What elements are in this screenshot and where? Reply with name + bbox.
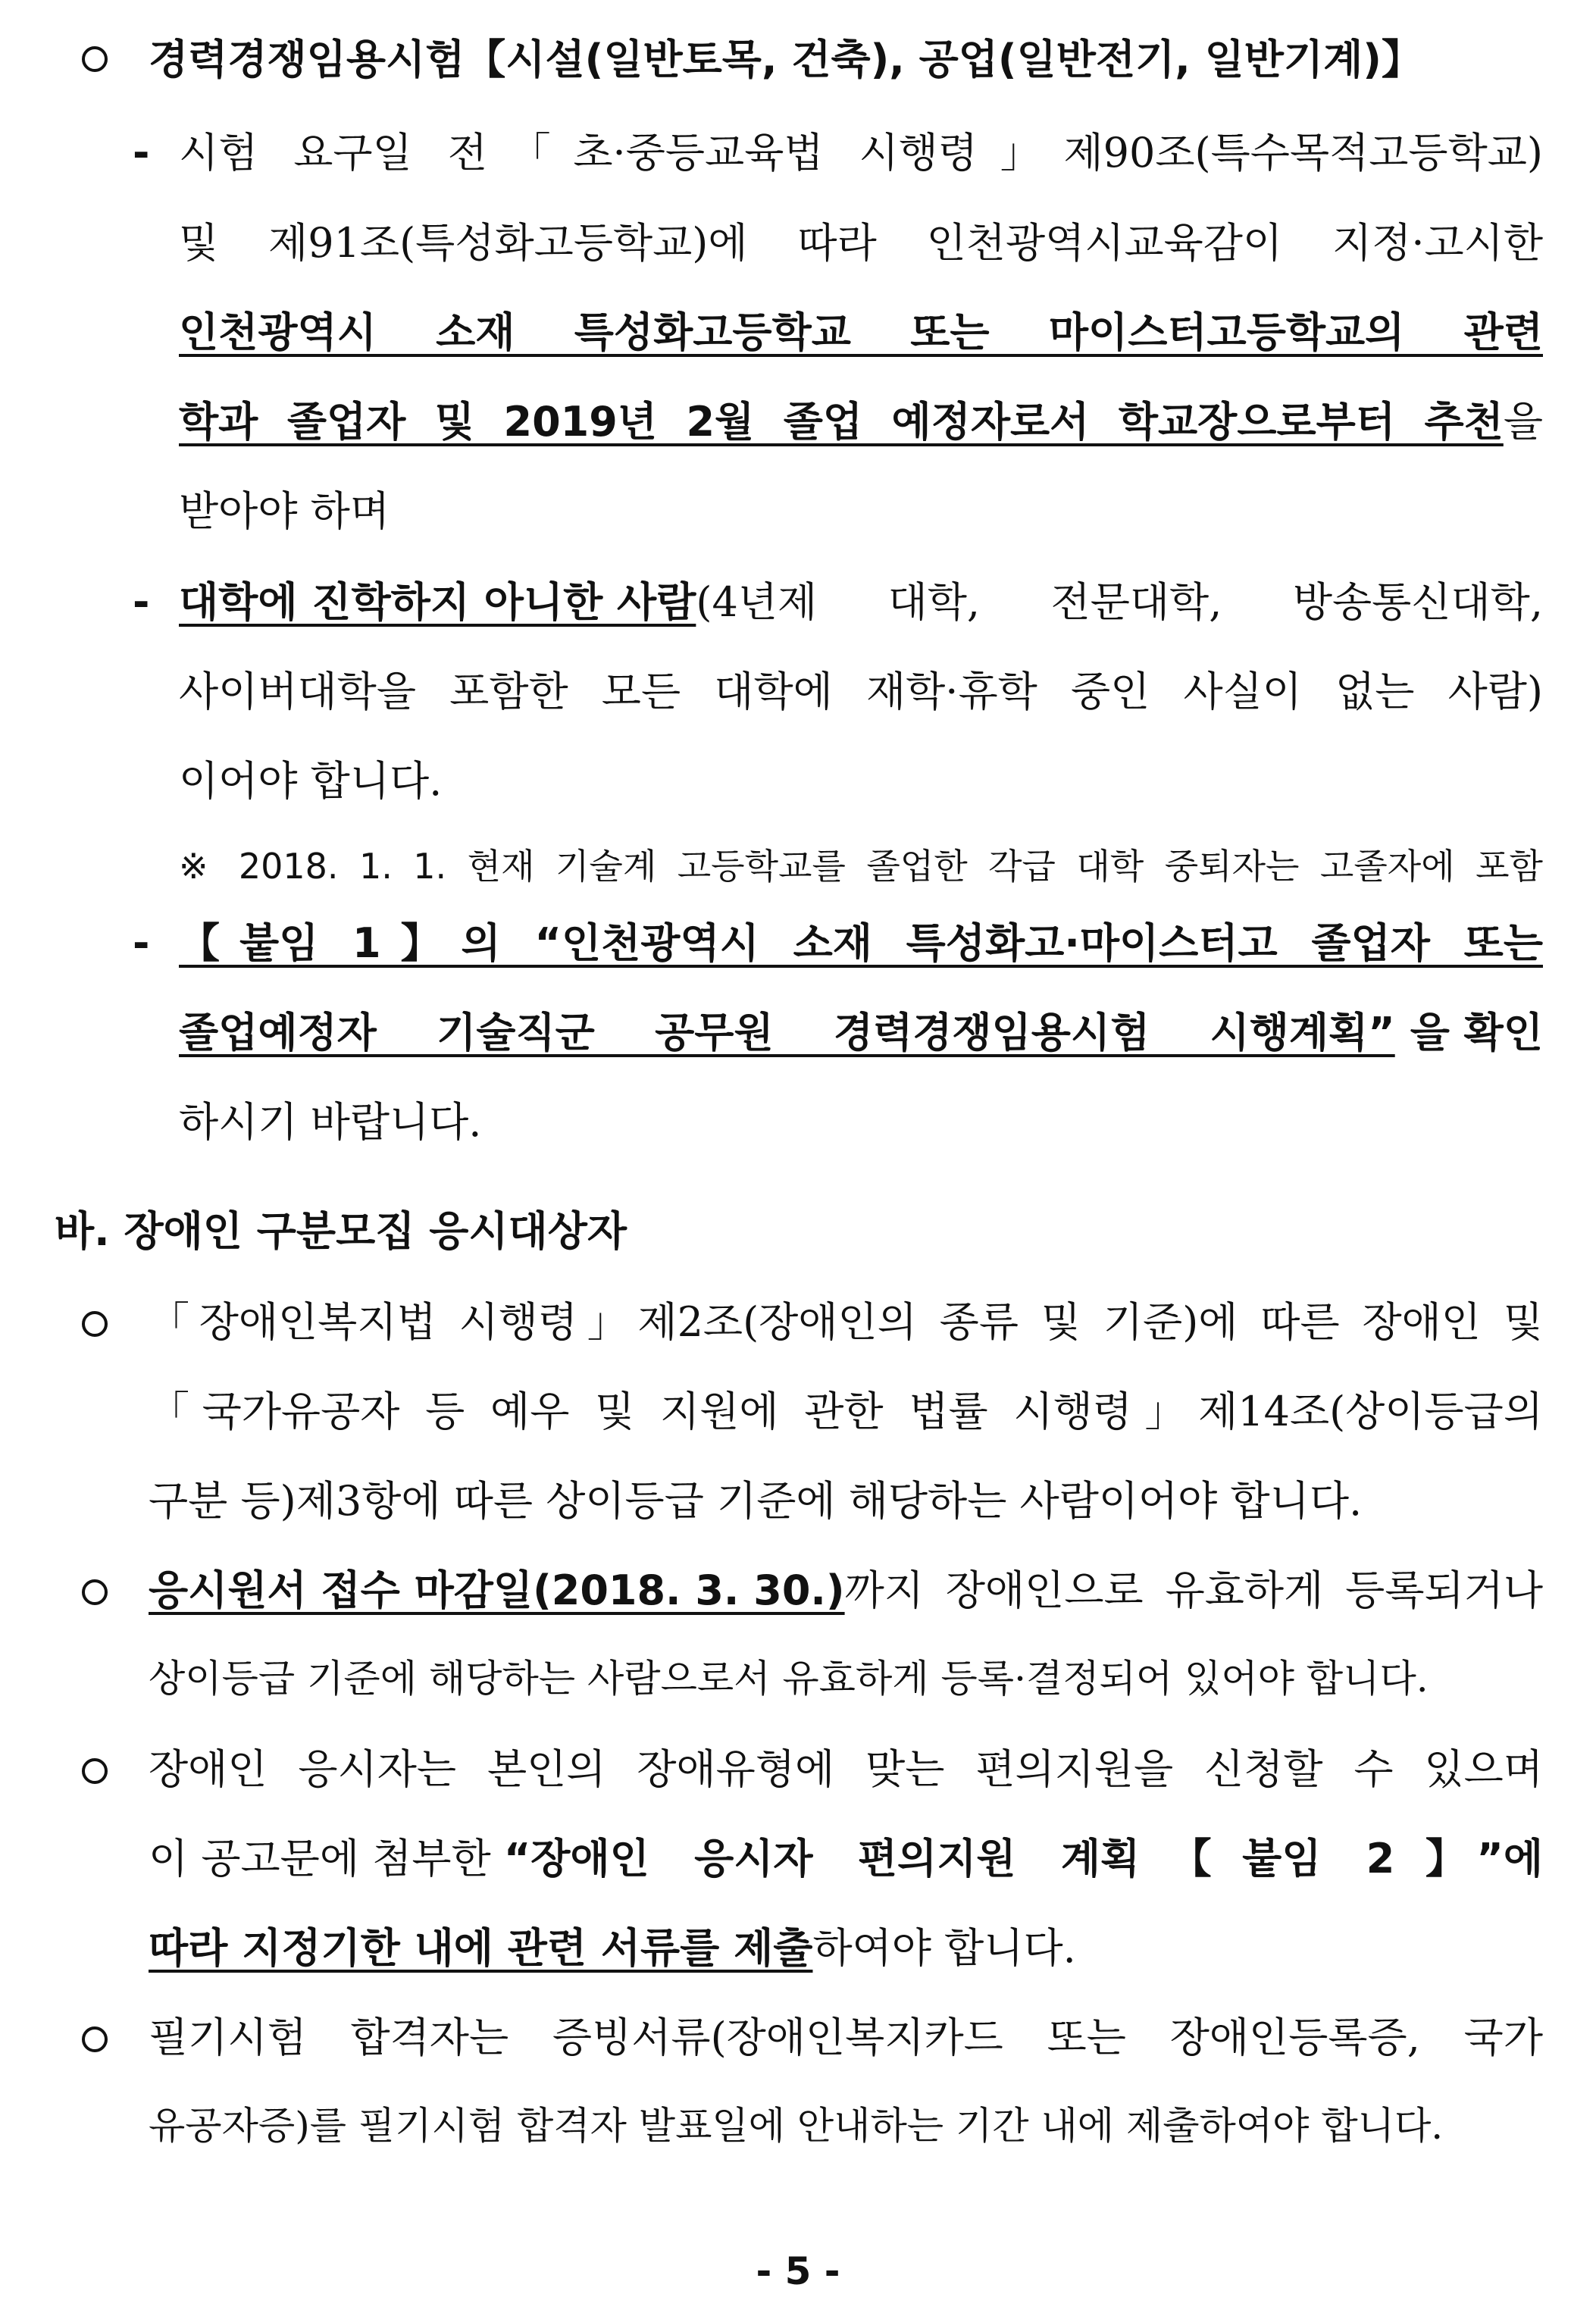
- emphasized-text: “장애인 응시자 편의지원 계획【붙임 2】”에: [503, 1835, 1543, 1882]
- dash-bullet: -: [133, 578, 150, 626]
- paragraph-line-mixed: [179, 398, 1543, 446]
- paragraph-line: 사이버대학을 포함한 모든 대학에 재학·휴학 중인 사실이 없는 사람): [179, 668, 1543, 715]
- emphasized-line: 인천광역시 소재 특성화고등학교 또는 마이스터고등학교의 관련: [179, 308, 1543, 356]
- emphasized-text: 따라 지정기한 내에 관련 서류를 제출: [149, 1924, 813, 1972]
- paragraph-line: 받아야 하며: [179, 487, 390, 535]
- circle-bullet-icon: [82, 1579, 108, 1605]
- paragraph-line: 및 제91조(특성화고등학교)에 따라 인천광역시교육감이 지정·고시한: [179, 219, 1543, 267]
- page-number: - 5 -: [756, 2249, 840, 2293]
- paragraph-text: 하여야 합니다.: [812, 1924, 1076, 1972]
- dash-bullet: -: [133, 919, 150, 967]
- circle-bullet-icon: [82, 2026, 108, 2052]
- circle-bullet-icon: [82, 1758, 108, 1784]
- paragraph-line: 이어야 합니다.: [179, 757, 443, 805]
- emphasized-text: 대학에 진학하지 아니한 사람: [179, 578, 696, 626]
- paragraph-text: 까지 장애인으로 유효하게 등록되거나: [844, 1566, 1543, 1614]
- paragraph-line: 「장애인복지법 시행령」제2조(장애인의 종류 및 기준)에 따른 장애인 및: [149, 1298, 1543, 1346]
- paragraph-line-mixed: [149, 1566, 1543, 1614]
- paragraph-line: 필기시험 합격자는 증빙서류(장애인복지카드 또는 장애인등록증, 국가: [149, 2014, 1543, 2061]
- paragraph-line: 유공자증)를 필기시험 합격자 발표일에 안내하는 기간 내에 제출하여야 합니다.: [149, 2104, 1444, 2148]
- dash-bullet: -: [133, 129, 150, 177]
- paragraph-line: 구분 등)제3항에 따른 상이등급 기준에 해당하는 사람이어야 합니다.: [149, 1477, 1363, 1525]
- emphasized-line: 【붙임 1】의 “인천광역시 소재 특성화고·마이스터고 졸업자 또는: [179, 919, 1543, 967]
- emphasized-text: 응시원서 접수 마감일(2018. 3. 30.): [149, 1566, 845, 1614]
- emphasized-text: 학과 졸업자 및 2019년 2월 졸업 예정자로서 학교장으로부터 추천: [179, 398, 1504, 446]
- paragraph-text: 을 확인: [1410, 1009, 1543, 1056]
- emphasized-text: 졸업예정자 기술직군 공무원 경력경쟁임용시험 시행계획”: [179, 1009, 1395, 1056]
- paragraph-line-mixed: [179, 578, 1543, 626]
- circle-bullet-icon: [82, 1311, 108, 1337]
- paragraph-text: 이 공고문에 첨부한: [149, 1835, 504, 1882]
- paragraph-line: 하시기 바랍니다.: [179, 1098, 482, 1146]
- paragraph-line-mixed: [149, 1924, 1076, 1972]
- circle-bullet-icon: [82, 46, 108, 72]
- paragraph-line: 상이등급 기준에 해당하는 사람으로서 유효하게 등록·결정되어 있어야 합니다.: [149, 1657, 1429, 1701]
- paragraph-text: 을: [1503, 398, 1543, 446]
- footnote-line: ※ 2018. 1. 1. 현재 기술계 고등학교를 졸업한 각급 대학 중퇴자는 고졸자에 포함: [179, 846, 1543, 887]
- paragraph-line: 장애인 응시자는 본인의 장애유형에 맞는 편의지원을 신청할 수 있으며: [149, 1745, 1543, 1793]
- paragraph-line: 시험 요구일 전「초·중등교육법 시행령」제90조(특수목적고등학교): [179, 129, 1543, 177]
- paragraph-line-mixed: [179, 1009, 1543, 1056]
- paragraph-line: 「국가유공자 등 예우 및 지원에 관한 법률 시행령」제14조(상이등급의: [149, 1388, 1543, 1435]
- paragraph-text: (4년제 대학, 전문대학, 방송통신대학,: [696, 578, 1543, 626]
- paragraph-line-mixed: [149, 1835, 1543, 1882]
- section-heading-disabled-applicants: 바. 장애인 구분모집 응시대상자: [55, 1207, 627, 1255]
- section-heading-career-exam: 경력경쟁임용시험【시설(일반토목, 건축), 공업(일반전기, 일반기계)】: [149, 36, 1422, 83]
